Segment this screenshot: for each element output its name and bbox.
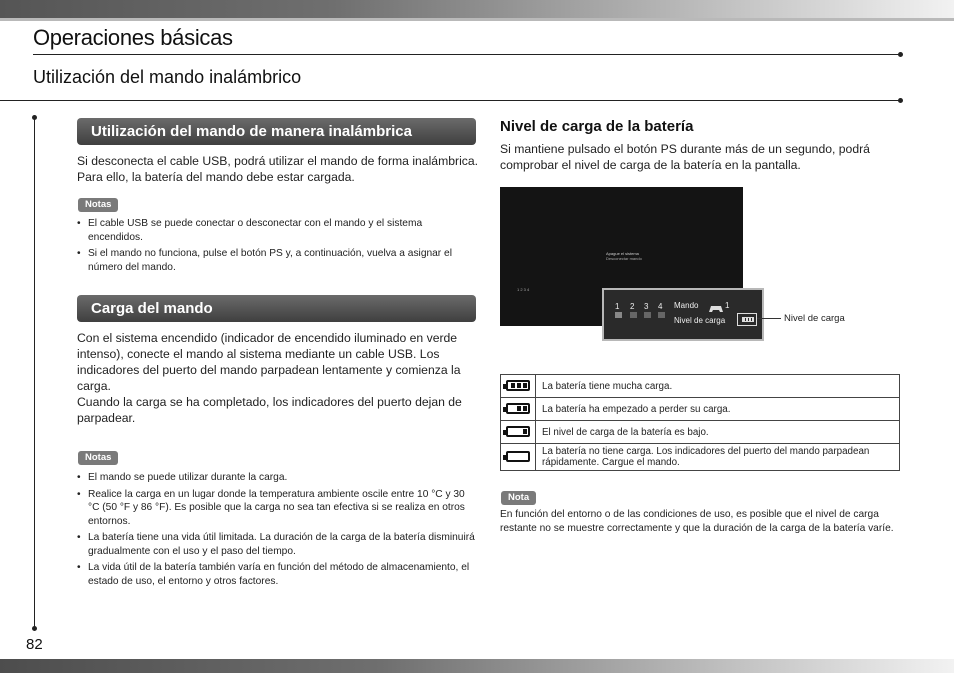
notes-list-2 — [77, 471, 477, 591]
screen-center-text-2: Desconectar mando — [606, 256, 642, 261]
charging-text-1: Con el sistema encendido (indicador de encendido iluminado en verde intenso), conecte el mando al sistema mediante un cable USB. Los indicadores del puerto del mando parpadean lentamente y comienza la carga. — [77, 331, 461, 393]
port-number: 4 — [658, 302, 663, 311]
table-row — [501, 398, 900, 421]
note-item: • El cable USB se puede conectar o desconectar con el mando y el sistema encendidos. — [77, 217, 477, 244]
nota-badge: Nota — [501, 491, 536, 505]
nota-paragraph: En función del entorno o de las condiciones de uso, es posible que el nivel de carga restante no se muestre correctamente y que la duración de la carga de la batería varíe. — [500, 509, 894, 534]
nivel-label: Nivel de carga — [674, 316, 726, 325]
screen-center-text-1: Apague el sistema — [606, 251, 639, 256]
note-item: • Si el mando no funciona, pulse el botón PS y, a continuación, vuelva a asignar el número del mando. — [77, 247, 477, 274]
note-item: • La batería tiene una vida útil limitada. La duración de la carga de la batería disminuirá gradualmente con el uso y el paso del tiempo. — [77, 531, 477, 558]
page-title: Operaciones básicas — [33, 25, 233, 50]
page-number: 82 — [26, 636, 43, 653]
mando-label: Mando — [674, 301, 699, 310]
port-indicator — [615, 312, 622, 318]
wireless-paragraph: Si desconecta el cable USB, podrá utilizar el mando de forma inalámbrica. Para ello, la batería del mando debe estar cargada. — [77, 154, 479, 184]
battery-empty-icon — [501, 444, 536, 471]
note-item: • El mando se puede utilizar durante la carga. — [77, 471, 477, 485]
port-indicator — [630, 312, 637, 318]
port-number: 1 — [615, 302, 620, 311]
table-cell: La batería tiene mucha carga. — [536, 375, 900, 398]
notes-list-1 — [77, 217, 477, 277]
notes-badge-2: Notas — [78, 451, 118, 465]
top-decorative-bar — [0, 0, 954, 21]
battery-icon — [737, 313, 757, 326]
battery-level-heading: Nivel de carga de la batería — [500, 118, 694, 135]
battery-low-icon — [501, 421, 536, 444]
section-heading-wireless: Utilización del mando de manera inalámbrica — [77, 118, 476, 145]
table-cell: El nivel de carga de la batería es bajo. — [536, 421, 900, 444]
table-cell: La batería ha empezado a perder su carga. — [536, 398, 900, 421]
port-number: 2 — [630, 302, 635, 311]
title-rule — [33, 54, 901, 55]
screen-mini-ports: 1 2 3 4 — [517, 287, 530, 292]
charging-paragraph — [77, 330, 482, 426]
battery-level-paragraph: Si mantiene pulsado el botón PS durante más de un segundo, podrá comprobar el nivel de carga de la batería en la pantalla. — [500, 142, 870, 172]
table-row — [501, 375, 900, 398]
notes-badge-1: Notas — [78, 198, 118, 212]
port-indicator — [644, 312, 651, 318]
callout-label: Nivel de carga — [784, 313, 845, 324]
port-indicator — [658, 312, 665, 318]
battery-full-icon — [501, 375, 536, 398]
note-item: • La vida útil de la batería también varía en función del método de almacenamiento, el estado de uso, el entorno y otros factores. — [77, 561, 477, 588]
mando-number: 1 — [725, 301, 730, 310]
controller-status-popup — [602, 288, 764, 341]
battery-medium-icon — [501, 398, 536, 421]
bottom-decorative-bar — [0, 659, 954, 673]
table-cell: La batería no tiene carga. Los indicadores del puerto del mando parpadean rápidamente. Cargue el mando. — [536, 444, 900, 471]
subtitle-rule — [0, 100, 901, 101]
section-heading-charging: Carga del mando — [77, 295, 476, 322]
callout-line — [757, 318, 781, 319]
margin-line — [34, 117, 35, 629]
port-number: 3 — [644, 302, 649, 311]
table-row — [501, 444, 900, 471]
page-subtitle: Utilización del mando inalámbrico — [33, 67, 302, 87]
table-row — [501, 421, 900, 444]
battery-level-table — [500, 374, 900, 471]
note-item: • Realice la carga en un lugar donde la temperatura ambiente oscile entre 10 °C y 30 °C (50 °F y 86 °F). Es posible que la carga no sea tan efectiva si se realiza en otros entornos. — [77, 488, 477, 529]
charging-text-2: Cuando la carga se ha completado, los indicadores del puerto dejan de parpadear. — [77, 395, 462, 425]
